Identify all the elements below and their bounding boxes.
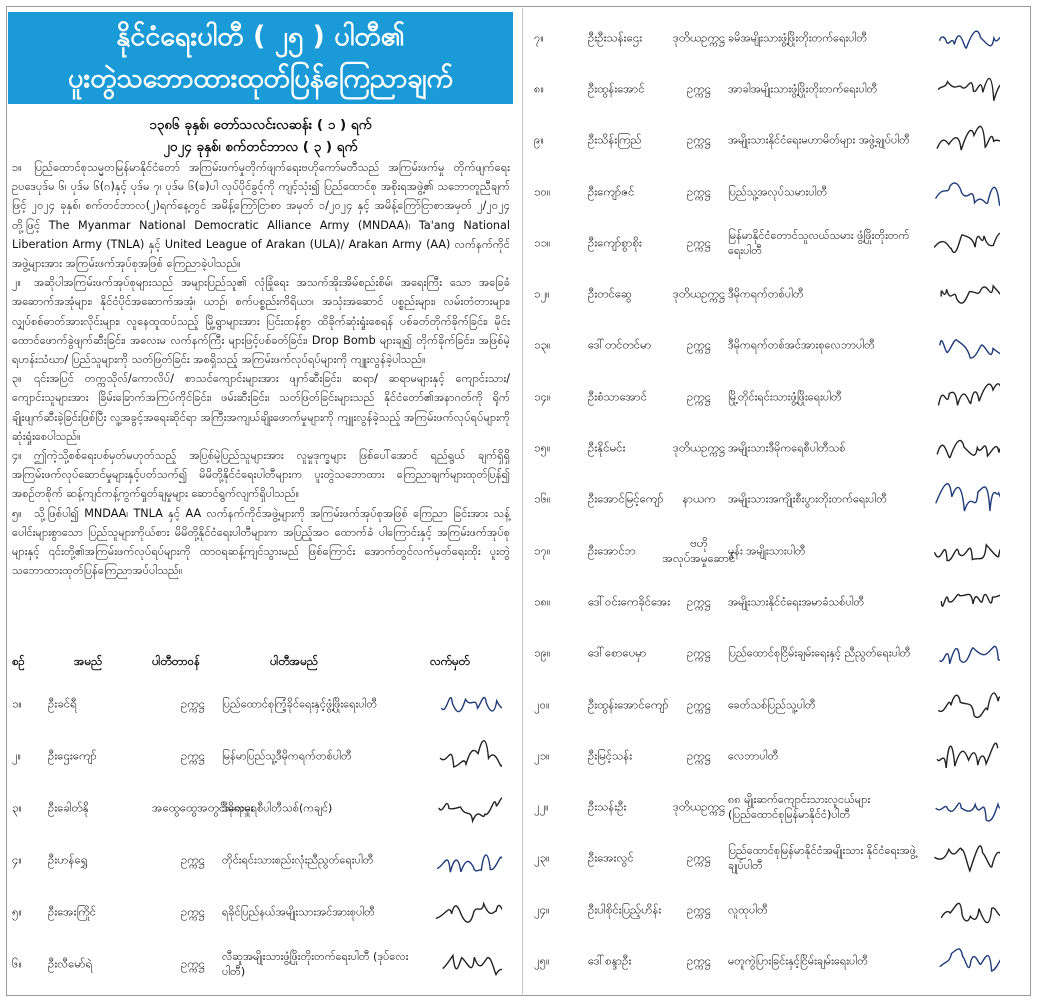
signatory-list-left [12,678,512,988]
signatory-name: ဦးအောင်မြင့်ကျော် [588,491,664,506]
header-party: ပါတီအမည် [270,654,318,668]
signature-image [930,478,1000,520]
party-position: ဥက္ကဋ္ဌ [687,81,711,96]
row-number: ၁၅။ [534,440,551,455]
column-divider [522,8,523,994]
signature-image [930,889,1000,931]
row-number: ၇။ [534,30,544,45]
party-name: မြန်မာပြည်သူ့ဒီမိုကရက်တစ်ပါတီ [222,749,352,763]
signature-image [432,683,502,725]
row-number: ၆။ [12,956,22,971]
date-block [8,114,513,158]
party-name: လေဘာပါတီ [728,749,779,763]
title-banner [8,12,513,104]
party-position: ဒုတိယဥက္ကဋ္ဌ [672,286,726,301]
row-number: ၂၄။ [534,902,550,917]
row-number: ၁၀။ [534,184,551,199]
paragraph [12,446,510,504]
paragraph-text: သို့ဖြစ်ပါ၍ MNDAA၊ TNLA နှင့် AA လက်နက်ကိုင်အဖွဲ့များကို အကြမ်းဖက်အုပ်စုအဖြစ် ကြေညာ ခြင်းအား သန့်ပေါင်းများစွာသော ပြည်သူများကိုယ်စား မိမိတို့နိုင်ငံရေးပါတီများက အပြည့်အဝ ထောက်ခံ ပါကြောင်းနှင့် အကြမ်းဖက်အုပ်စုများနှင့် ၎င်းတို့၏အကြမ်းဖက်လုပ်ရပ်များကို ထာဝရဆန့်ကျင်သွားမည် ဖြစ်ကြောင်း အောက်တွင်လက်မှတ်ရေးထိုး ပူးတွဲသဘောထားထုတ်ပြန်ကြေညာအပ်ပါသည်။ [12,506,510,578]
signatory-name: ဒေါ်စောပေမှာ [588,645,647,660]
signatory-row [530,474,1026,525]
signatory-row [530,12,1026,63]
party-position: ဥက္ကဋ္ဌ [687,697,711,712]
signatory-list-right [530,12,1026,988]
paragraph-number: ၄။ [12,449,22,463]
party-name: အာခါအမျိုးသားဖွံ့ဖြိုးတိုးတက်ရေးပါတီ [728,82,878,96]
row-number: ၁။ [12,696,22,711]
signatory-row [530,371,1026,422]
signature-image [432,943,502,985]
party-name: ပြည်ထောင်စုငြိမ်းချမ်းရေးနှင့် ညီညွတ်ရေးပါတီ [728,646,911,660]
signatory-row [12,834,512,886]
signatory-row [530,269,1026,320]
party-position: နာယက [682,491,716,506]
signatory-row [530,63,1026,114]
row-number: ၂၁။ [534,748,550,763]
paragraph-text: ၎င်းအပြင် တက္ကသိုလ်/ကောလိပ်/ စာသင်ကျောင်းများအား ဖျက်ဆီးခြင်း၊ ဆရာ/ ဆရာမများနှင့် ကျောင်းသား/ ကျောင်းသူများအား ခြိမ်းခြောက်အကြပ်ကိုင်ခြင်း၊ ဖမ်းဆီးခြင်း၊ သတ်ဖြတ်ခြင်းများသည် နိုင်ငံတော်၏အနာဂတ်ကို ရိုက်ချိုးဖျက်ဆီးခဲ့ခြင်းဖြစ်ပြီး လူ့အခွင့်အရေးဆိုင်ရာ အကြီးအကျယ်ချိုးဖောက်မှုများကို ကျူးလွန်ခဲ့သည့် အကြမ်းဖက်လုပ်ရပ်များကို ဆုံးရှုံးစေပါသည်။ [12,372,510,443]
signatory-row [530,217,1026,268]
party-position: ဥက္ကဋ္ဌ [687,389,711,404]
row-number: ၁၉။ [534,645,551,660]
paragraph-number: ၅။ [12,506,22,520]
signatory-name: ဦးဦးသန်းဌေး [588,30,643,45]
signature-image [930,581,1000,623]
party-name: လူထုပါတီ [728,903,768,917]
party-name: အမျိုးသားဒီမိုကရေစီပါတီသစ် [728,441,846,455]
row-number: ၁၃။ [534,337,551,352]
paragraph-number: ၂။ [12,276,21,290]
signatory-row [12,938,512,990]
title-line-1: နိုင်ငံရေးပါတီ ( ၂၅ ) ပါတီ၏ [116,21,405,52]
signatory-row [530,884,1026,935]
signatory-name: ဒေါ်ဝင်းကေခိုင်အေး [588,594,671,609]
signatory-name: ဦးလီမော်ရဲ [48,956,93,971]
signatory-row [530,320,1026,371]
signature-image [930,171,1000,213]
signatory-row [530,782,1026,833]
paragraph-text: ပြည်ထောင်စုသမ္မတမြန်မာနိုင်ငံတော် အကြမ်းဖက်မှုတိုက်ဖျက်ရေးဗဟိုကော်မတီသည် အကြမ်းဖက်မှု တိုက်ဖျက်ရေးဥပဒေပုဒ်မ ၆၊ ပုဒ်မ ၆(ဂ)နှင့် ပုဒ်မ ၇၊ ပုဒ်မ ၆(ခ)ပါ လုပ်ပိုင်ခွင့်ကို ကျင့်သုံး၍ ပြည်ထောင်စု အစိုးရအဖွဲ့၏ သဘောတူညီချက်ဖြင့် ၂၀၂၄ ခုနှစ်၊ စက်တင်ဘာလ(၂)ရက်နေ့တွင် အမိန့်ကြော်ငြာစာ အမှတ် ၁/၂၀၂၄ နှင့် အမိန့်ကြော်ငြာစာအမှတ် ၂/၂၀၂၄ တို့ဖြင့် The Myanmar National Democratic Alliance Army (MNDAA)၊ Ta'ang National Liberation Army (TNLA) နှင့် United League of Arakan (ULA)/ Arakan Army (AA) လက်နက်ကိုင်အဖွဲ့များအား အကြမ်းဖက်အုပ်စုအဖြစ် ကြေညာခဲ့ပါသည်။ [12,161,510,271]
signatory-row [12,886,512,938]
signature-image [930,376,1000,418]
row-number: ၃။ [12,800,22,815]
signatory-name: ဦးမြင့်သန်း [588,748,633,763]
paragraph [12,158,510,273]
signatory-name: ဦးဟန်ရွှေ [48,852,88,867]
row-number: ၁၇။ [534,543,551,558]
party-name: ခမိအမျိုးသားဖွံ့ဖြိုးတိုးတက်ရေးပါတီ [728,31,868,45]
party-position: ဥက္ကဋ္ဌ [687,132,711,147]
signatory-name: ဦးသိန်းကြည် [588,132,642,147]
row-number: ၂။ [12,748,22,763]
header-name: အမည် [74,654,103,668]
party-name: အမျိုးသားအကျိုးစီးပွားတိုးတက်ရေးပါတီ [728,492,887,506]
paragraph [12,273,510,369]
signature-image [930,735,1000,777]
signatory-row [530,422,1026,473]
signatory-row [530,833,1026,884]
signatory-name: ဦးကျော်စွာစိုး [588,235,642,250]
party-name: အမျိုးသားနိုင်ငံရေးမဟာမိတ်များ အဖွဲ့ချုပ်ပါတီ [728,133,910,147]
party-position: ဒုတိယဥက္ကဋ္ဌ [672,799,726,814]
paragraph [12,504,510,581]
statement-body [12,158,510,580]
party-position: ဒုတိယဥက္ကဋ္ဌ [672,30,726,45]
row-number: ၁၆။ [534,491,551,506]
signature-image [930,940,1000,982]
party-name: တိုင်းရင်းသားစည်းလုံးညီညွတ်ရေးပါတီ [222,853,374,867]
party-position: ဗဟို အလုပ်အမှုဆောင် [662,535,736,565]
signatory-name: ဦးကျော်ဇင် [588,184,635,199]
party-position: ဥက္ကဋ္ဌ [687,235,711,250]
signatory-row [530,576,1026,627]
party-position: ဥက္ကဋ္ဌ [181,696,205,711]
signature-image [930,530,1000,572]
party-position: ဥက္ကဋ္ဌ [687,850,711,865]
signatory-name: ဒေါ်စန္ဒာဦး [588,953,632,968]
signature-image [930,632,1000,674]
party-position: ဥက္ကဋ္ဌ [687,902,711,917]
signature-image [930,324,1000,366]
row-number: ၉။ [534,132,544,147]
paragraph-text: အဆိုပါအကြမ်းဖက်အုပ်စုများသည် အများပြည်သူ၏ လုံခြုံရေး အသက်အိုးအိမ်စည်းစိမ်၊ အရေးကြီး သော အခြေခံအဆောက်အအုံများ၊ နိုင်ငံပိုင်အဆောက်အအုံ၊ ယာဉ်၊ စက်ပစ္စည်းကိရိယာ၊ အသုံးအဆောင် ပစ္စည်းများ၊ လမ်းတံတားများ၊ လျှပ်စစ်ဓာတ်အားလိုင်းများ၊ လူနေထူထပ်သည့် မြို့ရွာများအား ပြင်းထန်စွာ ထိခိုက်ဆုံးရှုံးစေရန် ပစ်ခတ်တိုက်ခိုက်ခြင်း၊ မိုင်းထောင်ဖောက်ခွဲဖျက်ဆီးခြင်း၊ အလေးမ လက်နက်ကြီး များဖြင့်ပစ်ခတ်ခြင်း၊ Drop Bomb များချ၍ တိုက်ခိုက်ခြင်း၊ အဖြစ်မဲ့ ရဟန်းသံဃာ/ ပြည်သူများကို သတ်ဖြတ်ခြင်း အစရှိသည့် အကြမ်းဖက်လုပ်ရပ်များကို ကျူးလွန်ခဲ့ပါသည်။ [12,276,510,367]
party-position: ဥက္ကဋ္ဌ [181,852,205,867]
signatory-name: ဦးစံသာအောင် [588,389,648,404]
signatory-row [12,782,512,834]
row-number: ၁၁။ [534,235,551,250]
header-position: ပါတီတာဝန် [152,654,201,668]
paragraph-number: ၁။ [12,161,22,174]
party-name: ပြည်သူ့အလုပ်သမားပါတီ [728,185,828,199]
myanmar-date: ၁၃၈၆ ခုနှစ်၊ တော်သလင်းလဆန်း ( ၁ ) ရက် [149,117,372,133]
signatory-row [530,935,1026,986]
signatory-row [12,678,512,730]
party-position: ဒုတိယဥက္ကဋ္ဌ [672,440,726,455]
signature-image [930,222,1000,264]
signatory-name: ဒေါ်တင်တင်မာ [588,337,652,352]
party-position: ဥက္ကဋ္ဌ [687,953,711,968]
signatory-name: ဦးနိုင်မင်း [588,440,626,455]
signatory-name: ဦးအေးလွင် [588,850,634,865]
party-name: မွန်း အမျိုးသားပါတီ [728,544,806,558]
signature-image [930,786,1000,828]
party-name: မြန်မာနိုင်ငံတောင်သူလယ်သမား ဖွံ့ဖြိုးတိုးတက်ရေးပါတီ [728,228,910,257]
header-num: စဉ် [12,654,25,668]
signature-image [930,119,1000,161]
party-name: ၈၈ မျိုးဆက်ကျောင်းသားလူငယ်များ (ပြည်ထောင်စုမြန်မာနိုင်ငံ)ပါတီ [728,793,871,822]
party-name: ဒီမိုကရက်တစ်ပါတီ [728,287,804,301]
paragraph-text: ဤကဲ့သို့စစ်ရေးပစ်မှတ်မဟုတ်သည့် အပြစ်မဲ့ပြည်သူများအား လူမှုဒုက္ခများ ဖြစ်ပေါ်အောင် ရည်ရွယ် ချက်ရှိရှိ အကြမ်းဖက်လုပ်ဆောင်မှုများနှင့်ပတ်သက်၍ မိမိတို့နိုင်ငံရေးပါတီများက ပူးတွဲသဘောထား ကြေညာချက်များထုတ်ပြန်၍ အစဉ်တစိုက် ဆန့်ကျင်ကန့်ကွက်ရှုတ်ချမှုများ ဆောင်ရွက်လျက်ရှိပါသည်။ [12,449,510,501]
row-number: ၁၄။ [534,389,551,404]
party-position: ဥက္ကဋ္ဌ [181,904,205,919]
paragraph-number: ၃။ [12,372,22,386]
signatory-name: ဦးထွန်းအောင်ကျော် [588,697,669,712]
row-number: ၅။ [12,904,22,919]
party-name: မြို့တိုင်းရင်းသားဖွံ့ဖြိုးရေးပါတီ [728,390,842,404]
party-position: ဥက္ကဋ္ဌ [687,594,711,609]
title-line-2: ပူးတွဲသဘောထားထုတ်ပြန်ကြေညာချက် [68,63,453,94]
party-name: အမျိုးသားနိုင်ငံရေးအမာခံသစ်ပါတီ [728,595,865,609]
signatory-name: ဦးသန်းဦး [588,799,627,814]
signature-image [930,68,1000,110]
row-number: ၈။ [534,81,545,96]
signature-image [930,273,1000,315]
row-number: ၂၅။ [534,953,550,968]
signatory-row [530,115,1026,166]
signatory-row [530,628,1026,679]
signatory-row [530,166,1026,217]
signature-image [930,684,1000,726]
signatory-row [530,679,1026,730]
party-position: ဥက္ကဋ္ဌ [687,337,711,352]
party-name: လီဆူအမျိုးသားဖွံ့ဖြိုးတိုးတက်ရေးပါတီ (ဒုပ်လေးပါတီ) [222,950,409,978]
party-name: ရခိုင်ပြည်နယ်အမျိုးသားအင်အားစုပါတီ [222,905,375,919]
paragraph [12,369,510,446]
row-number: ၁၂။ [534,286,550,301]
signatory-name: ဦးအောင်ဘ [588,543,636,558]
signatory-name: ဦးထွန်းအောင် [588,81,645,96]
header-signature: လက်မှတ် [430,654,470,668]
signatory-name: ဦးပါစိုင်းပြည့်ဟိန်း [588,902,662,917]
signatory-row [530,730,1026,781]
signature-image [432,787,502,829]
party-position: ဥက္ကဋ္ဌ [181,956,205,971]
row-number: ၂၃။ [534,850,550,865]
gregorian-date: ၂၀၂၄ ခုနှစ်၊ စက်တင်ဘာလ ( ၃ ) ရက် [163,139,358,155]
signature-image [930,427,1000,469]
row-number: ၂၂။ [534,799,549,814]
signature-image [432,735,502,777]
signature-image [432,891,502,933]
party-position: ဥက္ကဋ္ဌ [181,748,205,763]
party-name: ပြည်ထောင်စုကြံ့ခိုင်ရေးနှင့်ဖွံ့ဖြိုးရေးပါတီ [222,697,378,711]
signatory-name: ဦးတင်ဆွေ [588,286,632,301]
party-name: ဒီမိုကရေစီပါတီသစ်(ကချင်) [222,801,333,815]
party-position: ဥက္ကဋ္ဌ [687,748,711,763]
signatory-name: ဦးဌေးကျော် [48,748,97,763]
row-number: ၂၀။ [534,697,550,712]
party-name: ခေတ်သစ်ပြည်သူ့ပါတီ [728,698,816,712]
signatory-row [12,730,512,782]
row-number: ၄။ [12,852,22,867]
party-name: မတူကွဲပြားခြင်းနှင့်ငြိမ်းချမ်းရေးပါတီ [728,954,868,968]
signatory-name: ဦးခေါတ်နို [48,800,89,815]
signatory-name: ဦးအေးကြိုင် [48,904,97,919]
party-position: ဥက္ကဋ္ဌ [687,184,711,199]
signatory-row [530,525,1026,576]
signature-image [930,17,1000,59]
party-name: ပြည်ထောင်စုမြန်မာနိုင်ငံအမျိုးသား နိုင်ငံရေးအဖွဲ့ချုပ်ပါတီ [728,844,916,873]
signature-image [432,839,502,881]
party-name: ဒီမိုကရက်တစ်အင်အားစုလေဘာပါတီ [728,338,875,352]
party-position: ဥက္ကဋ္ဌ [687,645,711,660]
party-position: အထွေထွေအတွင်းရေးမှူး [152,800,254,815]
row-number: ၁၈။ [534,594,551,609]
signature-image [930,837,1000,879]
signatory-name: ဦးခင်ရီ [48,696,77,711]
table-header [12,654,512,676]
